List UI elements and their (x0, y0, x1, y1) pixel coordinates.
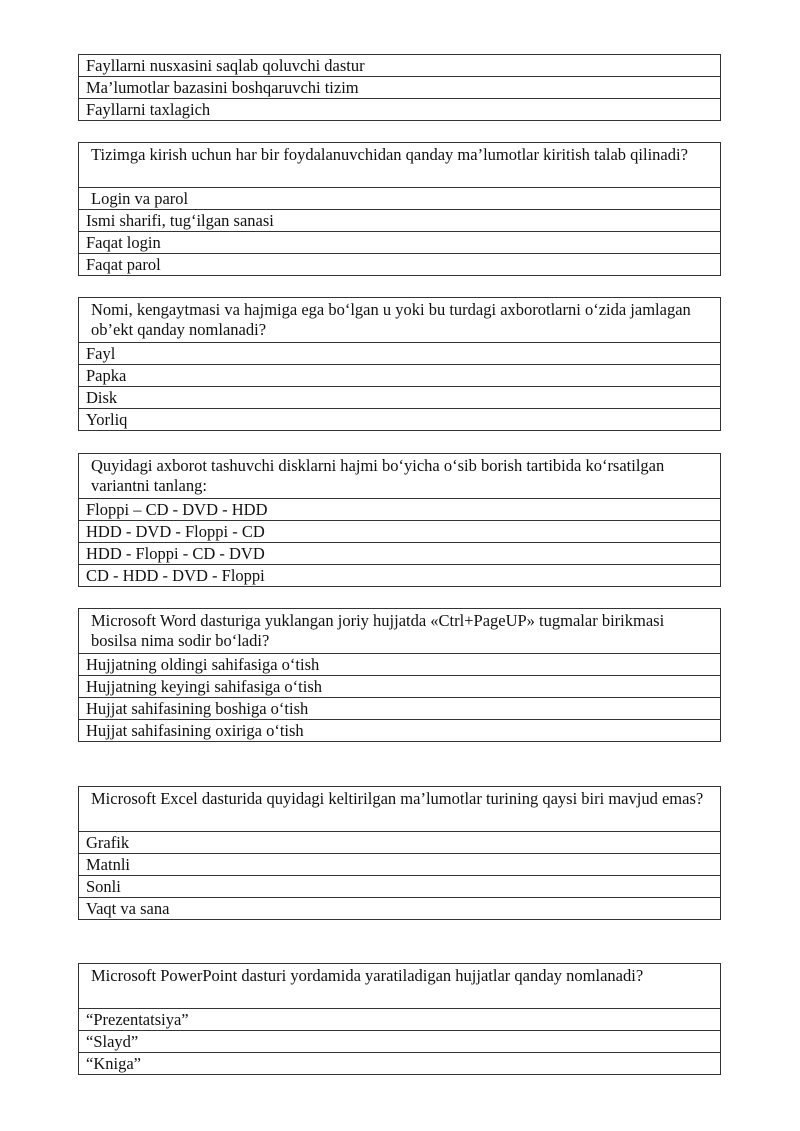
option-row (79, 1053, 721, 1075)
question-text: Tizimga kirish uchun har bir foydalanuvchidan qanday ma’lumotlar kiritish talab qilinadi? (79, 143, 721, 188)
question-table (78, 608, 721, 742)
option-text: Fayllarni taxlagich (79, 99, 721, 121)
option-text: Floppi – CD - DVD - HDD (79, 499, 721, 521)
option-text: Hujjatning keyingi sahifasiga o‘tish (79, 676, 721, 698)
question-text: Microsoft Excel dasturida quyidagi keltirilgan ma’lumotlar turining qaysi biri mavjud emas? (79, 787, 721, 832)
option-row (79, 898, 721, 920)
question-row (79, 787, 721, 832)
option-text: Hujjat sahifasining oxiriga o‘tish (79, 720, 721, 742)
question-table (78, 453, 721, 587)
question-row (79, 609, 721, 654)
option-row (79, 521, 721, 543)
option-row (79, 409, 721, 431)
option-row (79, 99, 721, 121)
question-text: Microsoft PowerPoint dasturi yordamida yaratiladigan hujjatlar qanday nomlanadi? (79, 964, 721, 1009)
option-row (79, 720, 721, 742)
option-text: HDD - Floppi - CD - DVD (79, 543, 721, 565)
option-row (79, 676, 721, 698)
option-row (79, 1009, 721, 1031)
option-text: Ma’lumotlar bazasini boshqaruvchi tizim (79, 77, 721, 99)
question-text: Nomi, kengaytmasi va hajmiga ega bo‘lgan u yoki bu turdagi axborotlarni o‘zida jamlagan ob’ekt qanday nomlanadi? (79, 298, 721, 343)
option-text: “Prezentatsiya” (79, 1009, 721, 1031)
option-row (79, 343, 721, 365)
option-text: CD - HDD - DVD - Floppi (79, 565, 721, 587)
option-row (79, 1031, 721, 1053)
option-text: Hujjatning oldingi sahifasiga o‘tish (79, 654, 721, 676)
option-text: Faqat parol (79, 254, 721, 276)
option-text: Ismi sharifi, tug‘ilgan sanasi (79, 210, 721, 232)
question-table (78, 142, 721, 276)
option-row (79, 188, 721, 210)
question-table (78, 786, 721, 920)
option-text: Fayllarni nusxasini saqlab qoluvchi dastur (79, 55, 721, 77)
option-text: Faqat login (79, 232, 721, 254)
option-text: Login va parol (79, 188, 721, 210)
option-text: “Slayd” (79, 1031, 721, 1053)
question-row (79, 454, 721, 499)
question-row (79, 298, 721, 343)
option-row (79, 876, 721, 898)
option-row (79, 387, 721, 409)
option-text: Sonli (79, 876, 721, 898)
option-row (79, 232, 721, 254)
option-row (79, 543, 721, 565)
option-text: Hujjat sahifasining boshiga o‘tish (79, 698, 721, 720)
option-text: Papka (79, 365, 721, 387)
option-row (79, 55, 721, 77)
option-row (79, 77, 721, 99)
option-text: Yorliq (79, 409, 721, 431)
option-row (79, 365, 721, 387)
option-text: Matnli (79, 854, 721, 876)
question-row (79, 143, 721, 188)
option-text: “Kniga” (79, 1053, 721, 1075)
option-text: Fayl (79, 343, 721, 365)
option-row (79, 832, 721, 854)
option-row (79, 210, 721, 232)
question-row (79, 964, 721, 1009)
option-row (79, 565, 721, 587)
option-row (79, 654, 721, 676)
option-text: Vaqt va sana (79, 898, 721, 920)
answer-options-table (78, 54, 721, 121)
option-row (79, 854, 721, 876)
option-row (79, 254, 721, 276)
question-table (78, 963, 721, 1075)
option-text: HDD - DVD - Floppi - CD (79, 521, 721, 543)
option-text: Disk (79, 387, 721, 409)
option-row (79, 698, 721, 720)
question-table (78, 297, 721, 431)
option-text: Grafik (79, 832, 721, 854)
question-text: Microsoft Word dasturiga yuklangan joriy hujjatda «Ctrl+PageUP» tugmalar birikmasi bosilsa nima sodir bo‘ladi? (79, 609, 721, 654)
question-text: Quyidagi axborot tashuvchi disklarni hajmi bo‘yicha o‘sib borish tartibida ko‘rsatilgan variantni tanlang: (79, 454, 721, 499)
option-row (79, 499, 721, 521)
